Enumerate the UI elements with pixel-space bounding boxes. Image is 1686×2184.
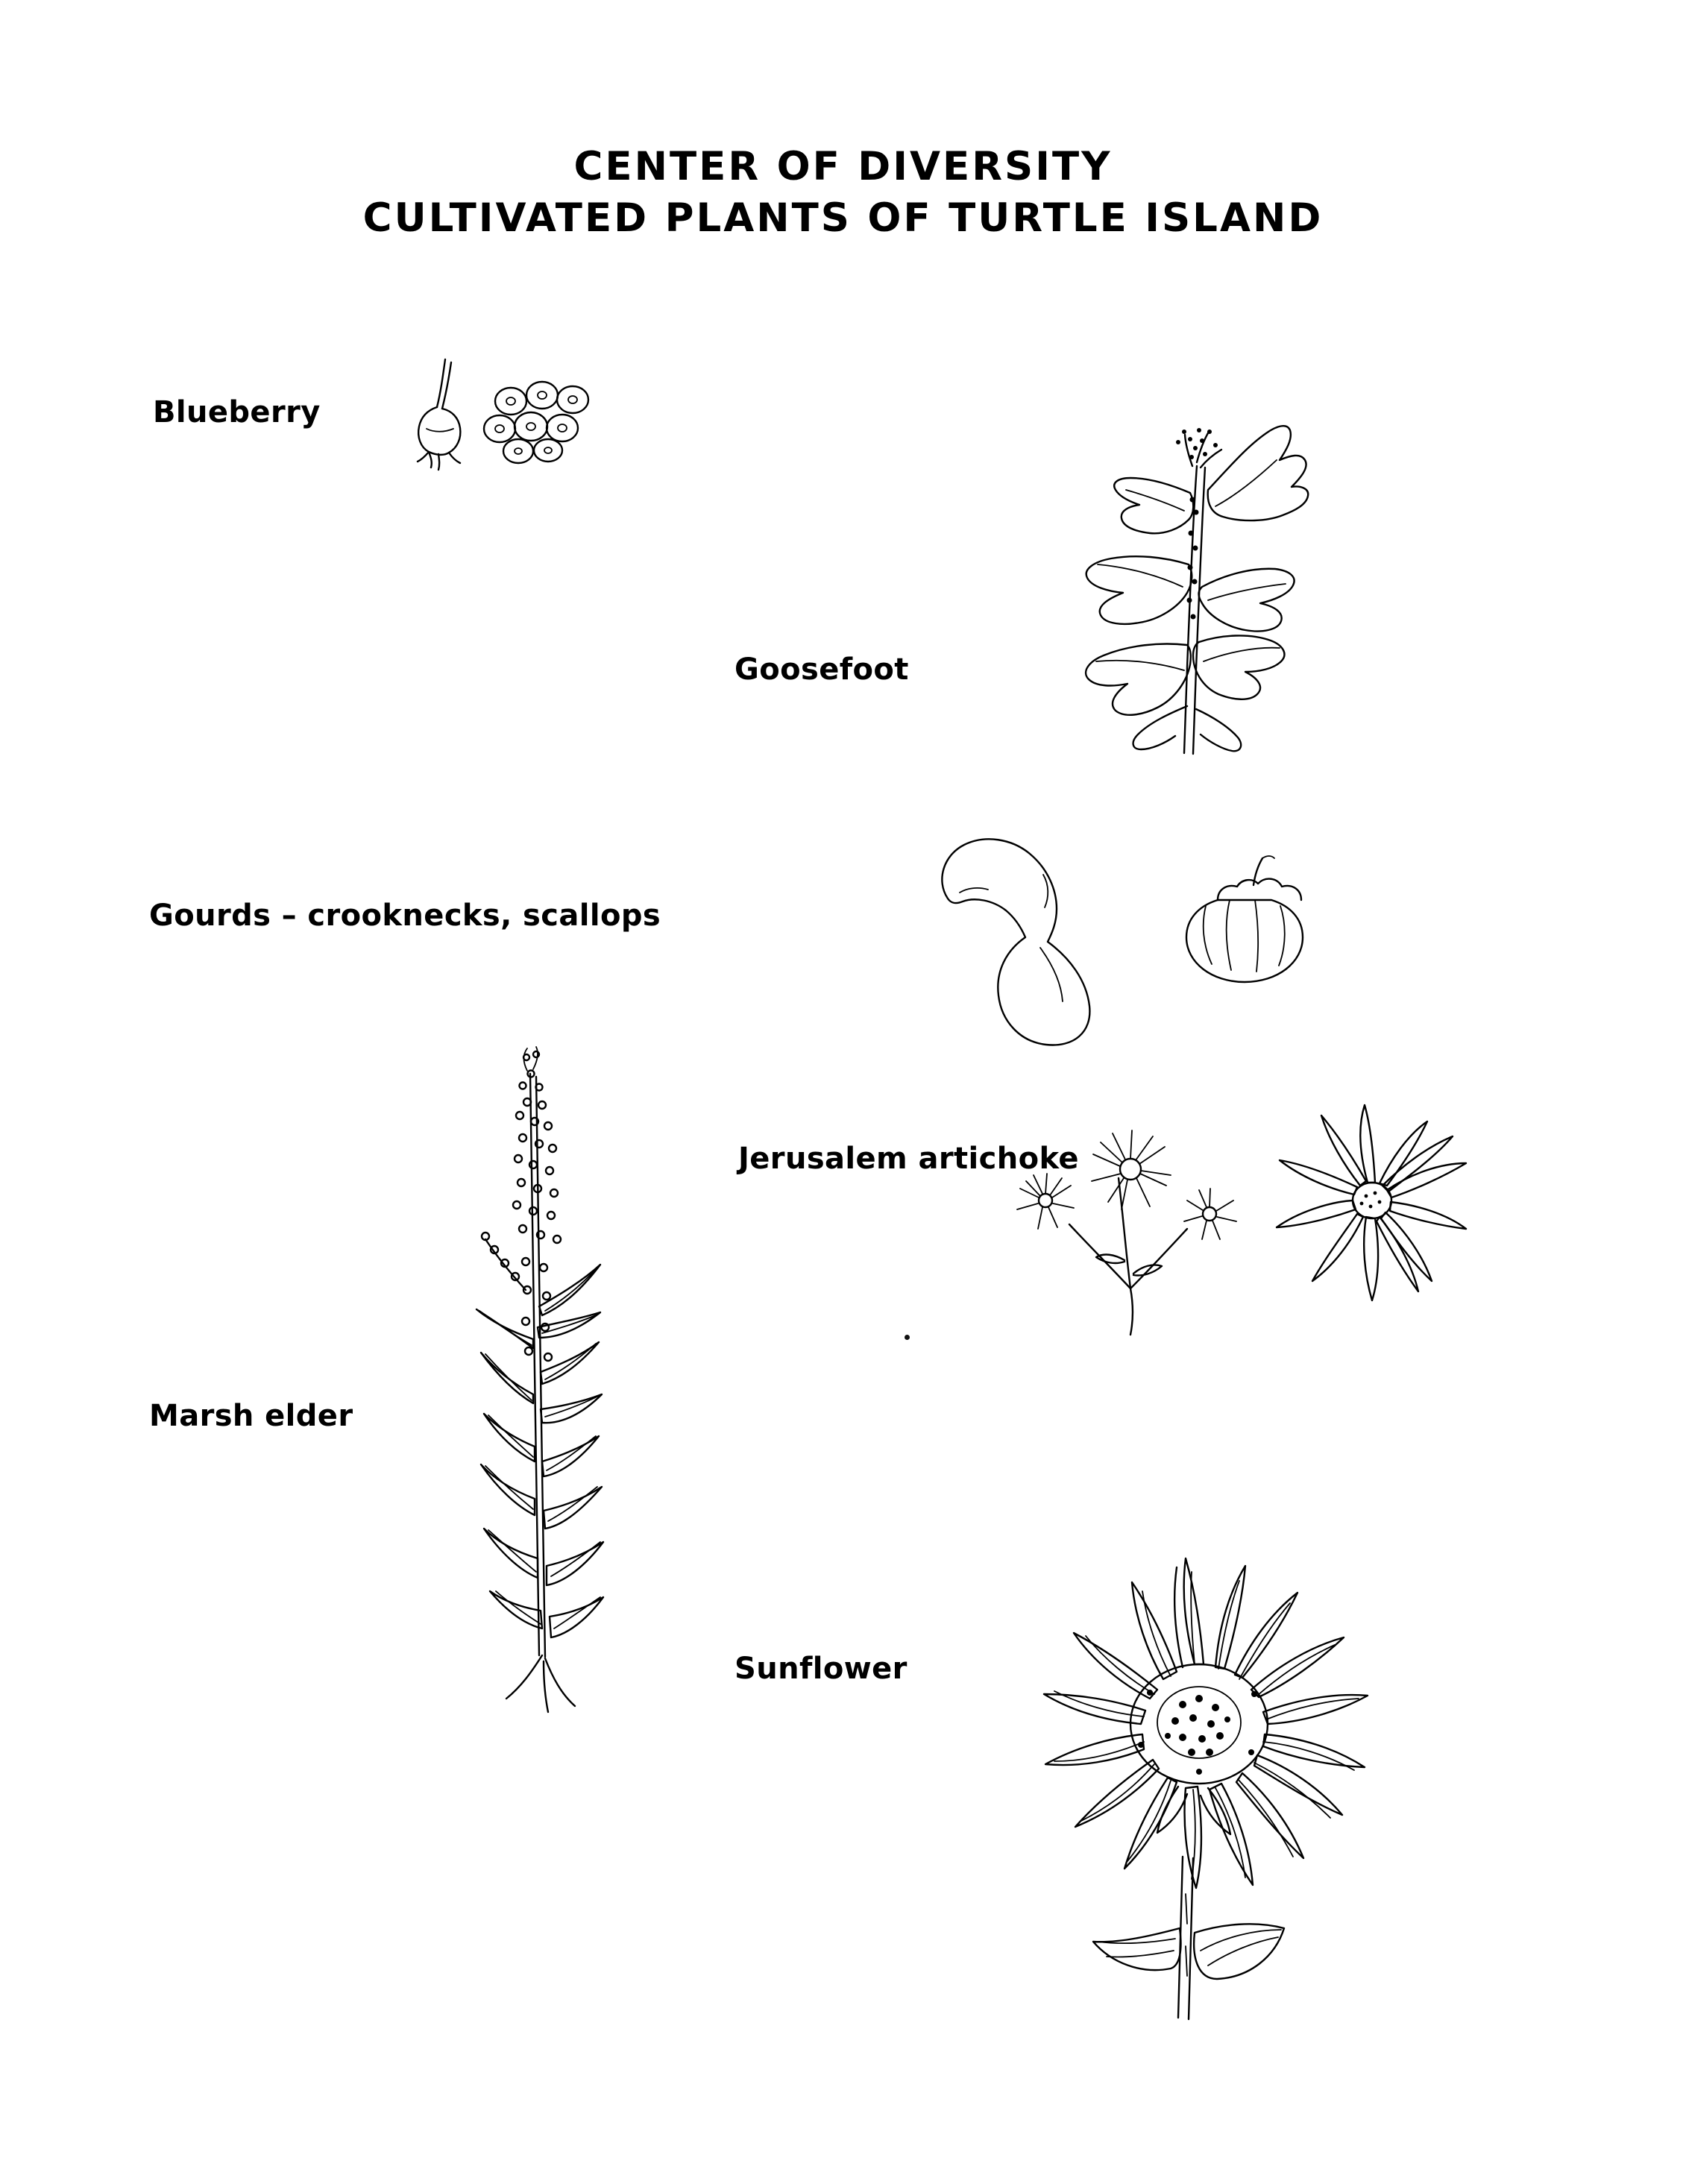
blueberry-illustration — [388, 358, 686, 500]
sunflower-illustration — [962, 1506, 1424, 2073]
title-line-1: CENTER OF DIVERSITY — [573, 144, 1113, 189]
title-line-2: CULTIVATED PLANTS OF TURTLE ISLAND — [362, 195, 1324, 241]
entry-label-goosefoot: Goosefoot — [735, 652, 909, 687]
jerusalem-artichoke-illustration — [992, 1089, 1514, 1402]
entry-label-marsh-elder: Marsh elder — [149, 1399, 353, 1433]
page-title — [0, 142, 1686, 245]
goosefoot-illustration — [969, 421, 1357, 764]
marsh-elder-illustration — [421, 1044, 660, 1730]
entry-label-blueberry: Blueberry — [153, 395, 321, 429]
gourds-illustration — [921, 824, 1443, 1048]
entry-label-sunflower: Sunflower — [735, 1652, 908, 1686]
entry-label-jerusalem-artichoke: Jerusalem artichoke — [738, 1142, 1079, 1176]
entry-label-gourds: Gourds – crooknecks, scallops — [149, 899, 661, 933]
stray-ink-mark — [905, 1335, 910, 1340]
